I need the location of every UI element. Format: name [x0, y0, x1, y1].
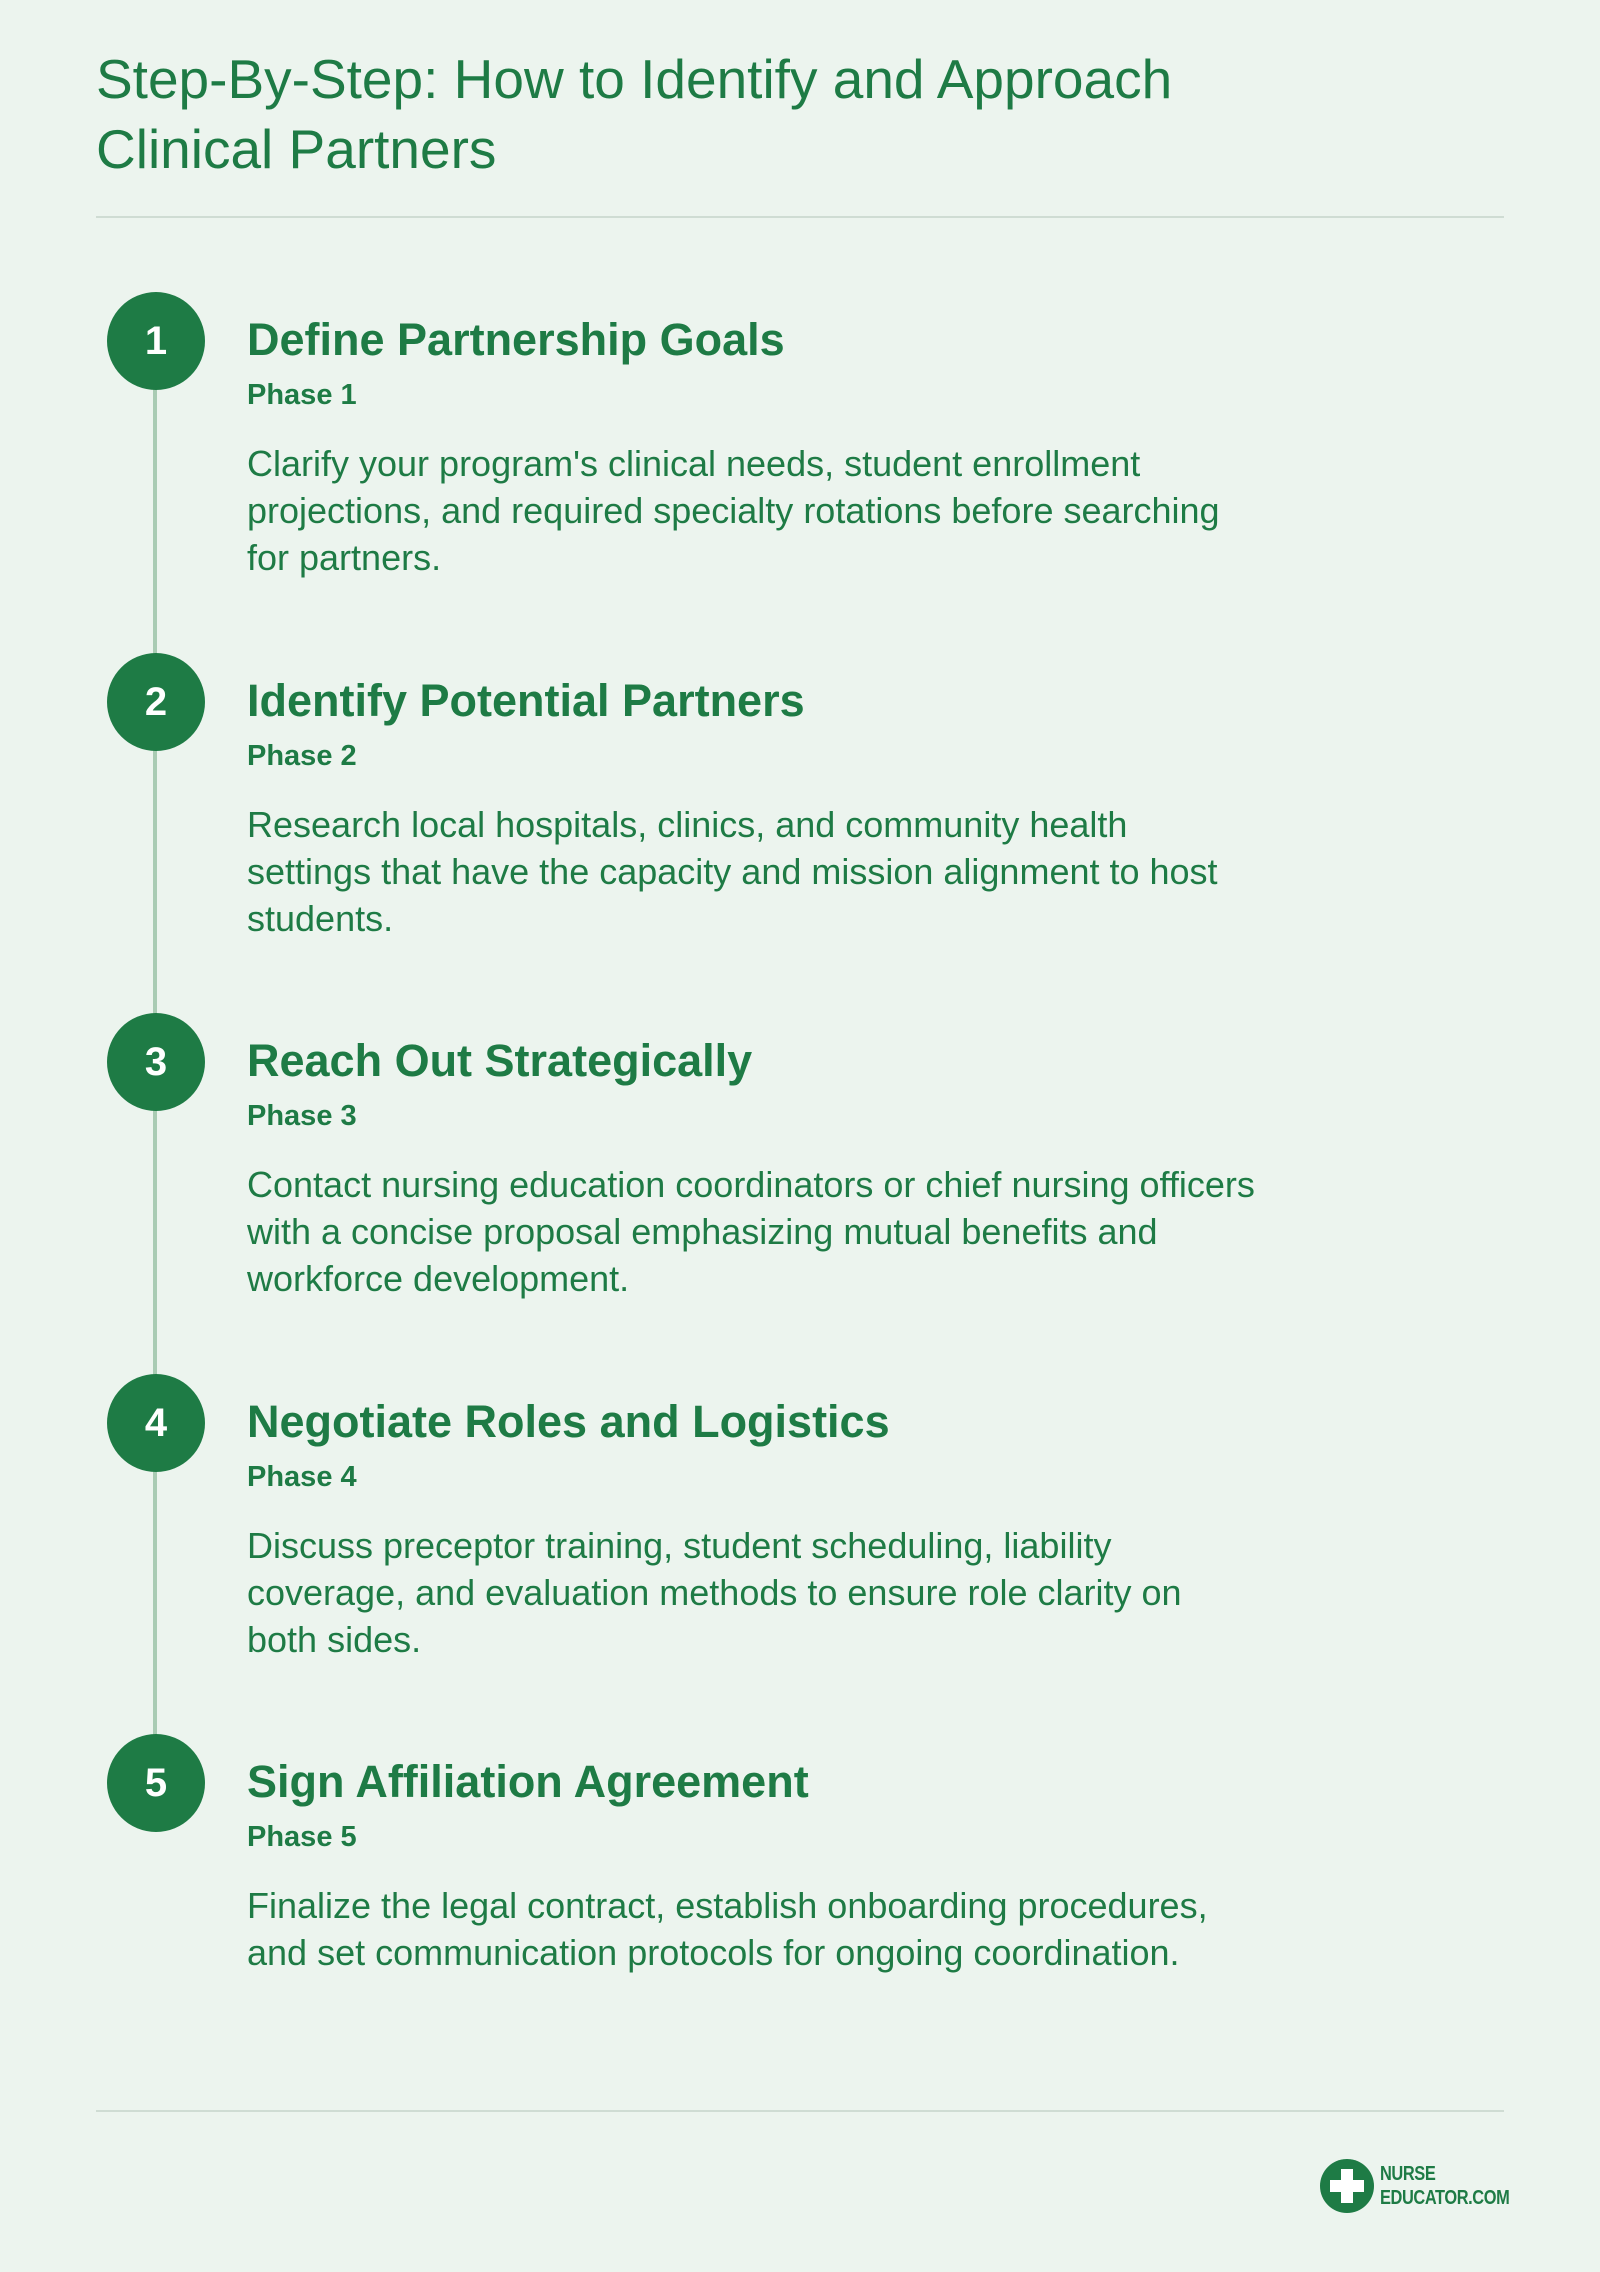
medical-cross-icon — [1320, 2159, 1374, 2213]
step-phase: Phase 4 — [247, 1461, 357, 1493]
step-title: Reach Out Strategically — [247, 1035, 753, 1086]
step-title: Identify Potential Partners — [247, 675, 805, 726]
page-title: Step-By-Step: How to Identify and Approach Clinical Partners — [96, 48, 1173, 180]
step-description: Contact nursing education coordinators or chief nursing officers with a concise proposal emphasizing mutual benefits and workforce development. — [247, 1164, 1255, 1299]
step-number-badge: 5 — [107, 1734, 205, 1832]
step-number-badge: 2 — [107, 653, 205, 751]
footer-divider — [96, 2110, 1504, 2112]
step-description: Discuss preceptor training, student scheduling, liability coverage, and evaluation methods to ensure role clarity on both sides. — [247, 1525, 1182, 1660]
step-phase: Phase 2 — [247, 740, 357, 772]
step-title: Negotiate Roles and Logistics — [247, 1396, 890, 1447]
step-title: Define Partnership Goals — [247, 314, 785, 365]
step-description: Clarify your program's clinical needs, student enrollment projections, and required specialty rotations before searching for partners. — [247, 443, 1220, 578]
logo-line-1: NURSE — [1380, 2163, 1436, 2185]
logo-line-2: EDUCATOR.COM — [1380, 2187, 1510, 2209]
step-phase: Phase 5 — [247, 1821, 357, 1853]
step-number-badge: 3 — [107, 1013, 205, 1111]
logo-wordmark — [1380, 2162, 1509, 2210]
step-phase: Phase 3 — [247, 1100, 357, 1132]
step-number-badge: 1 — [107, 292, 205, 390]
step-description: Finalize the legal contract, establish onboarding procedures, and set communication protocols for ongoing coordination. — [247, 1885, 1208, 1973]
step-phase: Phase 1 — [247, 379, 357, 411]
step-title: Sign Affiliation Agreement — [247, 1756, 809, 1807]
header-divider — [96, 216, 1504, 218]
nurse-educator-logo — [1320, 2158, 1510, 2214]
step-description: Research local hospitals, clinics, and community health settings that have the capacity and mission alignment to host students. — [247, 804, 1218, 939]
step-number-badge: 4 — [107, 1374, 205, 1472]
